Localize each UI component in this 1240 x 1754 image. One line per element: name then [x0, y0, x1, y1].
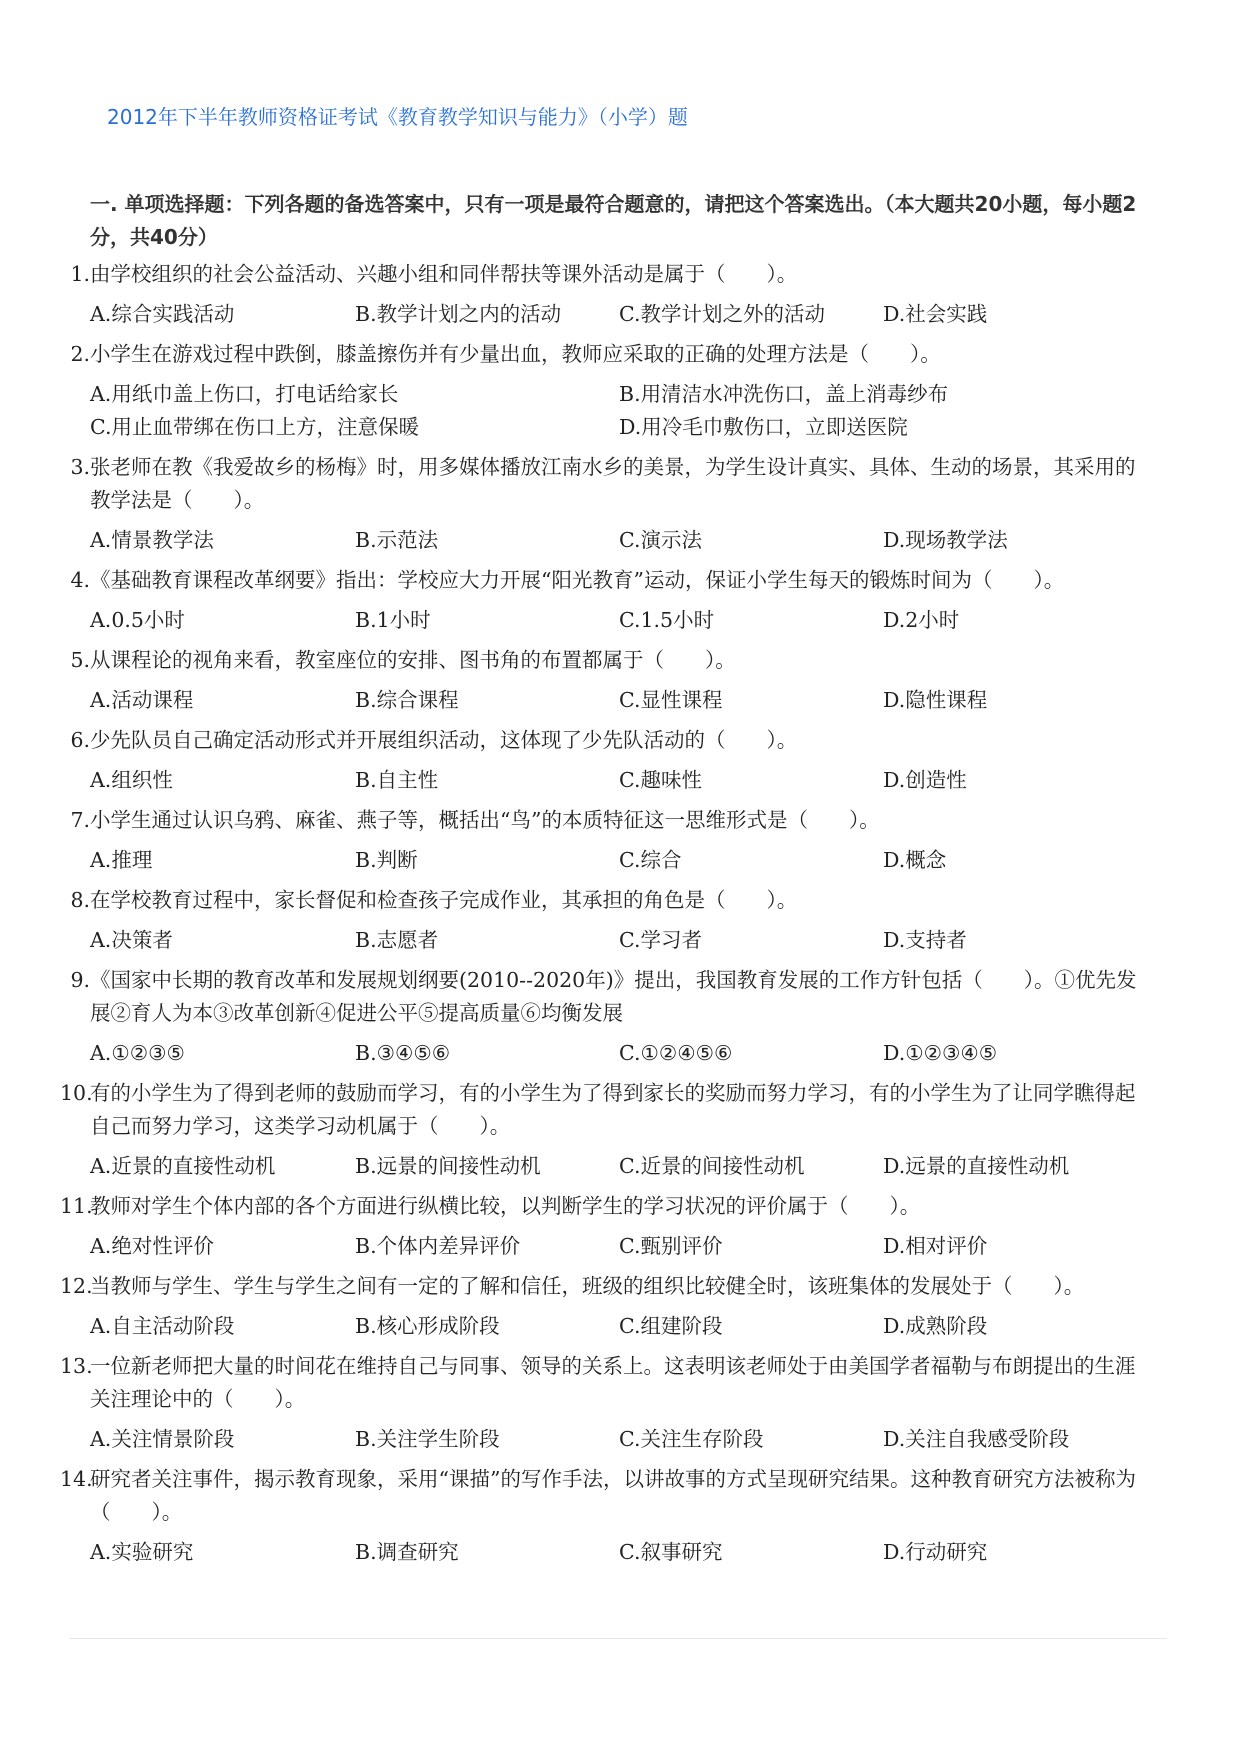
- answer-option: C.用止血带绑在伤口上方，注意保暖: [90, 415, 419, 439]
- answer-option: C.教学计划之外的活动: [619, 302, 825, 326]
- answer-option: A.用纸巾盖上伤口，打电话给家长: [90, 382, 399, 406]
- question: [60, 964, 1160, 1030]
- question-text: 张老师在教《我爱故乡的杨梅》时，用多媒体播放江南水乡的美景，为学生设计真实、具体、生动的场景，其采用的教学法是（ ）。: [90, 455, 1136, 512]
- answer-options: [90, 1037, 1160, 1070]
- question-list: [60, 258, 1160, 1576]
- answer-option: A.决策者: [90, 928, 173, 952]
- answer-option: B.自主性: [355, 768, 439, 792]
- answer-option: D.行动研究: [883, 1540, 988, 1564]
- answer-option: B.核心形成阶段: [355, 1314, 500, 1338]
- answer-option: A.实验研究: [90, 1540, 194, 1564]
- answer-options: [90, 1230, 1160, 1263]
- answer-option: B.判断: [355, 848, 418, 872]
- question: [60, 258, 1160, 291]
- question-number: 7.: [70, 808, 90, 832]
- answer-option: C.甄别评价: [619, 1234, 723, 1258]
- section-heading: 一. 单项选择题：下列各题的备选答案中，只有一项是最符合题意的，请把这个答案选出。（本大题共20小题，每小题2分，共40分）: [90, 192, 1137, 249]
- answer-option: C.近景的间接性动机: [619, 1154, 805, 1178]
- answer-options: [90, 1150, 1160, 1183]
- question-number: 1.: [70, 262, 90, 286]
- document-title: 2012年下半年教师资格证考试《教育教学知识与能力》（小学）题: [107, 105, 688, 129]
- question-text: 《基础教育课程改革纲要》指出：学校应大力开展“阳光教育”运动，保证小学生每天的锻炼时间为（ ）。: [90, 568, 1065, 592]
- answer-option: C.叙事研究: [619, 1540, 723, 1564]
- answer-options: [90, 378, 1160, 444]
- question-text: 研究者关注事件，揭示教育现象，采用“课描”的写作手法，以讲故事的方式呈现研究结果。这种教育研究方法被称为（ ）。: [90, 1467, 1136, 1524]
- question: [60, 1463, 1160, 1529]
- question: [60, 804, 1160, 837]
- answer-option: D.远景的直接性动机: [883, 1154, 1070, 1178]
- answer-option: A.组织性: [90, 768, 173, 792]
- answer-option: A.活动课程: [90, 688, 194, 712]
- question: [60, 564, 1160, 597]
- question: [60, 724, 1160, 757]
- answer-option: B.③④⑤⑥: [355, 1041, 451, 1065]
- answer-option: D.创造性: [883, 768, 967, 792]
- question: [60, 644, 1160, 677]
- question-number: 6.: [70, 728, 90, 752]
- answer-option: D.①②③④⑤: [883, 1041, 998, 1065]
- answer-option: D.相对评价: [883, 1234, 988, 1258]
- question-text: 有的小学生为了得到老师的鼓励而学习，有的小学生为了得到家长的奖励而努力学习，有的小学生为了让同学瞧得起自己而努力学习，这类学习动机属于（ ）。: [90, 1081, 1136, 1138]
- answer-option: C.学习者: [619, 928, 702, 952]
- answer-option: D.关注自我感受阶段: [883, 1427, 1070, 1451]
- answer-option: A.推理: [90, 848, 153, 872]
- question-number: 4.: [70, 568, 90, 592]
- answer-option: B.个体内差异评价: [355, 1234, 521, 1258]
- question: [60, 1350, 1160, 1416]
- question-text: 小学生通过认识乌鸦、麻雀、燕子等，概括出“鸟”的本质特征这一思维形式是（ ）。: [90, 808, 880, 832]
- question-number: 3.: [70, 455, 90, 479]
- question-number: 11.: [60, 1194, 93, 1218]
- question: [60, 1190, 1160, 1223]
- question-number: 9.: [70, 968, 90, 992]
- answer-option: A.近景的直接性动机: [90, 1154, 276, 1178]
- answer-option: D.现场教学法: [883, 528, 1008, 552]
- question-text: 小学生在游戏过程中跌倒，膝盖擦伤并有少量出血，教师应采取的正确的处理方法是（ ）。: [90, 342, 941, 366]
- question-number: 13.: [60, 1354, 93, 1378]
- question-text: 从课程论的视角来看，教室座位的安排、图书角的布置都属于（ ）。: [90, 648, 736, 672]
- answer-option: A.综合实践活动: [90, 302, 235, 326]
- question: [60, 1270, 1160, 1303]
- answer-option: A.关注情景阶段: [90, 1427, 235, 1451]
- answer-options: [90, 1423, 1160, 1456]
- answer-options: [90, 684, 1160, 717]
- answer-option: D.用冷毛巾敷伤口，立即送医院: [619, 415, 908, 439]
- answer-options: [90, 298, 1160, 331]
- answer-option: C.趣味性: [619, 768, 702, 792]
- answer-option: B.综合课程: [355, 688, 459, 712]
- answer-option: D.2小时: [883, 608, 960, 632]
- answer-option: C.演示法: [619, 528, 702, 552]
- answer-options: [90, 924, 1160, 957]
- answer-option: B.用清洁水冲洗伤口，盖上消毒纱布: [619, 382, 949, 406]
- question-text: 一位新老师把大量的时间花在维持自己与同事、领导的关系上。这表明该老师处于由美国学者福勒与布朗提出的生涯关注理论中的（ ）。: [90, 1354, 1136, 1411]
- answer-option: C.综合: [619, 848, 682, 872]
- answer-option: B.教学计划之内的活动: [355, 302, 562, 326]
- question-text: 少先队员自己确定活动形式并开展组织活动，这体现了少先队活动的（ ）。: [90, 728, 798, 752]
- question-text: 《国家中长期的教育改革和发展规划纲要(2010--2020年)》提出，我国教育发展的工作方针包括（ ）。①优先发展②育人为本③改革创新④促进公平⑤提高质量⑥均衡发展: [90, 968, 1137, 1025]
- answer-option: A.①②③⑤: [90, 1041, 185, 1065]
- answer-option: D.支持者: [883, 928, 967, 952]
- answer-option: C.关注生存阶段: [619, 1427, 764, 1451]
- answer-option: B.调查研究: [355, 1540, 459, 1564]
- question-number: 2.: [70, 342, 90, 366]
- answer-option: C.显性课程: [619, 688, 723, 712]
- answer-option: B.志愿者: [355, 928, 439, 952]
- question-number: 10.: [60, 1081, 93, 1105]
- answer-option: D.社会实践: [883, 302, 988, 326]
- answer-option: B.1小时: [355, 608, 431, 632]
- answer-options: [90, 604, 1160, 637]
- question: [60, 338, 1160, 371]
- question-text: 由学校组织的社会公益活动、兴趣小组和同伴帮扶等课外活动是属于（ ）。: [90, 262, 798, 286]
- answer-options: [90, 1310, 1160, 1343]
- question-number: 5.: [70, 648, 90, 672]
- answer-options: [90, 1536, 1160, 1569]
- answer-option: D.成熟阶段: [883, 1314, 988, 1338]
- answer-option: A.情景教学法: [90, 528, 214, 552]
- question-text: 在学校教育过程中，家长督促和检查孩子完成作业，其承担的角色是（ ）。: [90, 888, 798, 912]
- answer-option: A.自主活动阶段: [90, 1314, 235, 1338]
- footer-divider: [70, 1638, 1167, 1639]
- question-number: 8.: [70, 888, 90, 912]
- question-text: 教师对学生个体内部的各个方面进行纵横比较，以判断学生的学习状况的评价属于（ ）。: [90, 1194, 921, 1218]
- answer-option: B.远景的间接性动机: [355, 1154, 541, 1178]
- answer-option: D.概念: [883, 848, 947, 872]
- answer-option: A.绝对性评价: [90, 1234, 214, 1258]
- answer-options: [90, 844, 1160, 877]
- question: [60, 1077, 1160, 1143]
- question-text: 当教师与学生、学生与学生之间有一定的了解和信任，班级的组织比较健全时，该班集体的发展处于（ ）。: [90, 1274, 1085, 1298]
- answer-option: A.0.5小时: [90, 608, 185, 632]
- answer-option: C.①②④⑤⑥: [619, 1041, 733, 1065]
- answer-option: C.组建阶段: [619, 1314, 723, 1338]
- question: [60, 451, 1160, 517]
- answer-options: [90, 524, 1160, 557]
- question-number: 12.: [60, 1274, 93, 1298]
- answer-options: [90, 764, 1160, 797]
- answer-option: B.示范法: [355, 528, 439, 552]
- answer-option: C.1.5小时: [619, 608, 715, 632]
- answer-option: B.关注学生阶段: [355, 1427, 500, 1451]
- answer-option: D.隐性课程: [883, 688, 988, 712]
- question-number: 14.: [60, 1467, 93, 1491]
- question: [60, 884, 1160, 917]
